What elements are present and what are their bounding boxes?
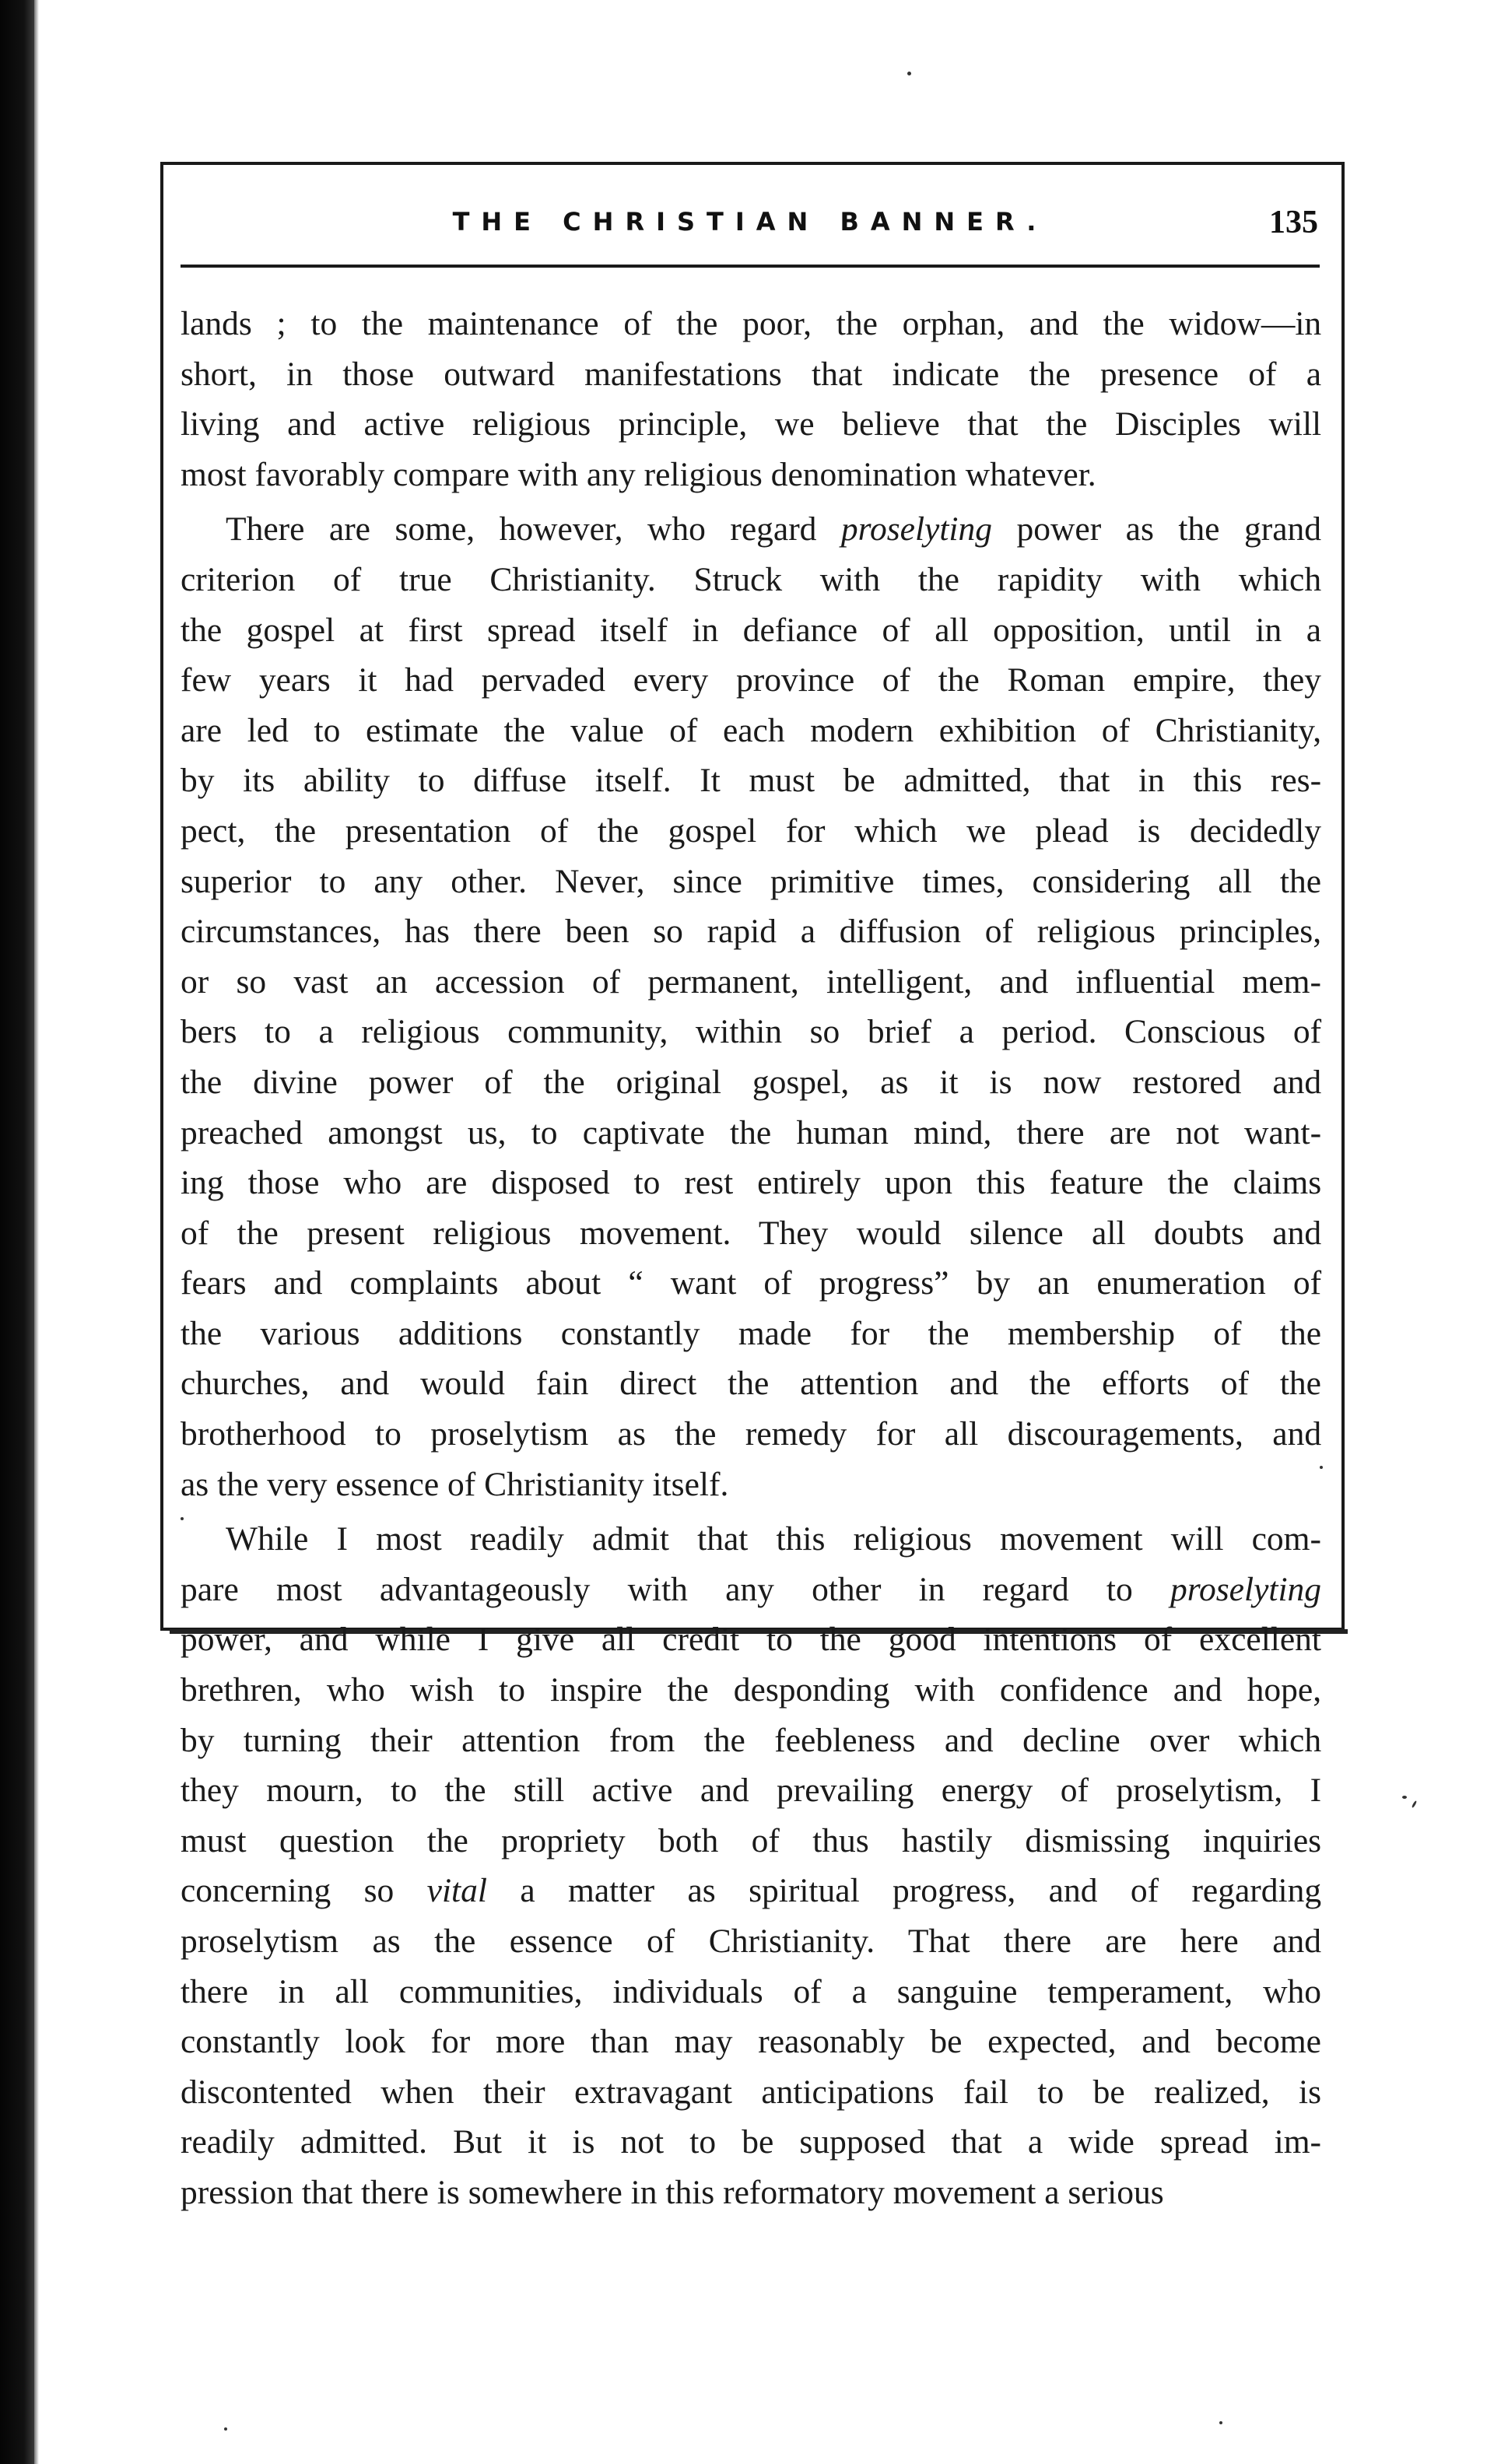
print-speck xyxy=(907,72,911,75)
text-line: short, in those outward manifestations that indicate the presence of a xyxy=(181,355,1322,393)
page-number: 135 xyxy=(1269,205,1318,240)
text-line: brotherhood to proselytism as the remedy for all discouragements, and xyxy=(181,1415,1322,1453)
text-line: or so vast an accession of permanent, intelligent, and influential mem- xyxy=(181,962,1321,1001)
print-speck xyxy=(1219,2421,1222,2424)
print-speck xyxy=(181,1517,184,1520)
text-line: of the present religious movement. They would silence all doubts and xyxy=(181,1214,1322,1252)
text-line: ing those who are disposed to rest entirely upon this feature the claims xyxy=(181,1164,1322,1202)
text-line: circumstances, has there been so rapid a diffusion of religious principles, xyxy=(181,913,1322,951)
text-line: the divine power of the original gospel, as it is now restored and xyxy=(181,1063,1322,1101)
text-line: While I most readily admit that this religious movement will com- xyxy=(226,1520,1321,1558)
print-speck xyxy=(1412,1800,1418,1808)
print-speck xyxy=(224,2427,227,2431)
text-line: pect, the presentation of the gospel for which we plead is decidedly xyxy=(181,811,1322,850)
text-line: constantly look for more than may reasonably be expected, and become xyxy=(181,2023,1321,2061)
text-line: pression that there is somewhere in this reformatory movement a serious xyxy=(181,2173,1164,2211)
text-line: living and active religious principle, we believe that the Disciples will xyxy=(181,405,1322,443)
text-line: concerning so vital a matter as spiritual progress, and of regarding xyxy=(181,1872,1322,1910)
text-line: superior to any other. Never, since primitive times, considering all the xyxy=(181,862,1322,900)
text-line: by its ability to diffuse itself. It must be admitted, that in this res- xyxy=(181,762,1322,800)
text-line: few years it had pervaded every province of the Roman empire, they xyxy=(181,661,1322,699)
body-text xyxy=(181,299,1321,2218)
text-line: preached amongst us, to captivate the human mind, there are not want- xyxy=(181,1113,1322,1151)
text-line: they mourn, to the still active and prevailing energy of proselytism, I xyxy=(181,1772,1322,1810)
text-line: pare most advantageously with any other in regard to proselyting xyxy=(181,1570,1322,1608)
text-line: discontented when their extravagant anticipations fail to be realized, is xyxy=(181,2073,1322,2111)
text-line: fears and complaints about “ want of progress” by an enumeration of xyxy=(181,1264,1322,1302)
text-line: proselytism as the essence of Christianity. That there are here and xyxy=(181,1922,1321,1960)
print-speck xyxy=(1320,1466,1323,1469)
page-header xyxy=(181,204,1320,251)
text-line: There are some, however, who regard proselyting power as the grand xyxy=(226,510,1321,549)
text-line: lands ; to the maintenance of the poor, the orphan, and the widow—in xyxy=(181,305,1322,342)
text-line: must question the propriety both of thus hastily dismissing inquiries xyxy=(181,1821,1322,1859)
text-line: are led to estimate the value of each modern exhibition of Christianity, xyxy=(181,711,1322,749)
running-title: THE CHRISTIAN BANNER. xyxy=(452,207,1048,237)
text-line: churches, and would fain direct the attention and the efforts of the xyxy=(181,1365,1321,1403)
text-line: there in all communities, individuals of a sanguine temperament, who xyxy=(181,1972,1322,2010)
text-line: power, and while I give all credit to the good intentions of excellent xyxy=(181,1621,1322,1659)
header-rule xyxy=(181,265,1320,268)
text-line: bers to a religious community, within so brief a period. Conscious of xyxy=(181,1013,1322,1051)
text-line: readily admitted. But it is not to be supposed that a wide spread im- xyxy=(181,2123,1322,2161)
text-line: criterion of true Christianity. Struck with the rapidity with which xyxy=(181,560,1322,598)
text-line: the gospel at first spread itself in defiance of all opposition, until in a xyxy=(181,611,1321,649)
book-spine-shadow xyxy=(0,0,34,2464)
page-gutter-edge xyxy=(34,0,39,2464)
text-line: brethren, who wish to inspire the desponding with confidence and hope, xyxy=(181,1671,1322,1709)
text-line: by turning their attention from the feebleness and decline over which xyxy=(181,1721,1322,1759)
text-line: most favorably compare with any religious denomination whatever. xyxy=(181,455,1096,493)
text-line: as the very essence of Christianity itself. xyxy=(181,1465,729,1503)
print-speck xyxy=(1402,1796,1407,1799)
text-line: the various additions constantly made for the membership of the xyxy=(181,1314,1322,1352)
